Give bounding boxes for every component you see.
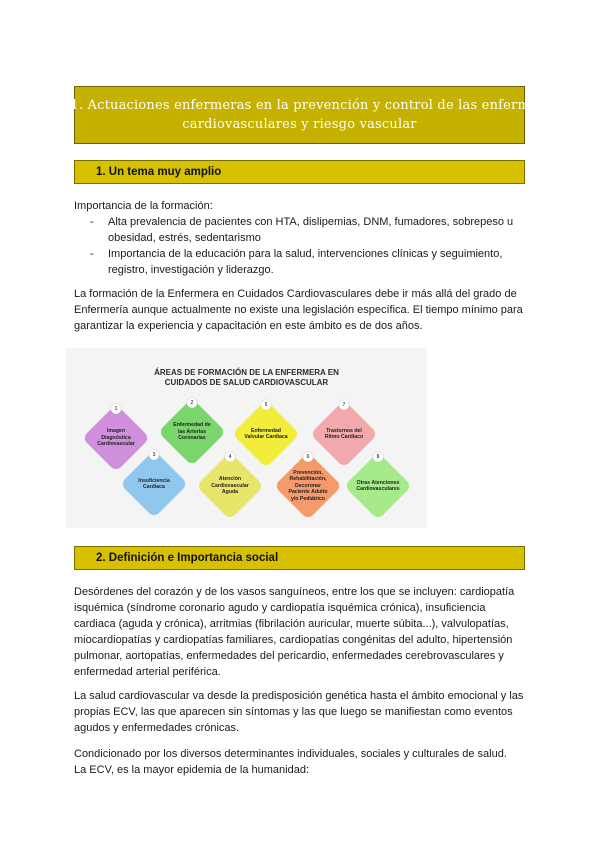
paragraph-line: Enfermería aunque actualmente no existe una legislación específica. El tiempo mínimo para bbox=[74, 304, 523, 316]
area-label: Trastornos del Ritmo Cardiaco bbox=[324, 427, 364, 440]
paragraph-line: pulmonar, aortopatías, enfermedades del pericardio, enfermedades cerebrovasculares y bbox=[74, 650, 504, 662]
area-number-badge: 6 bbox=[303, 452, 313, 462]
paragraph-line: Condicionado por los diversos determinantes individuales, sociales y culturales de salud. bbox=[74, 748, 507, 760]
paragraph-line: miocardiopatías y cardiopatías familiares, cardiopatías congénitas del adulto, hipertensión bbox=[74, 634, 513, 646]
area-number-badge: 5 bbox=[261, 400, 271, 410]
area-label: Imagen Diagnóstica Cardiovascular bbox=[97, 428, 135, 448]
document-title-box bbox=[21, 86, 578, 144]
area-number-badge: 4 bbox=[225, 452, 235, 462]
figure-title-line-1: ÁREAS DE FORMACIÓN DE LA ENFERMERA EN bbox=[154, 368, 339, 377]
area-number-badge: 2 bbox=[187, 398, 197, 408]
document-title-line-2: cardiovasculares y riesgo vascular bbox=[182, 117, 417, 132]
area-number-badge: 1 bbox=[111, 404, 121, 414]
section-2-heading: 2. Definición e Importancia social bbox=[96, 552, 279, 564]
bullet-line: Alta prevalencia de pacientes con HTA, dislipemias, DNM, fumadores, sobrepeso u bbox=[108, 216, 514, 228]
figure-title bbox=[66, 368, 427, 388]
bullet-item bbox=[74, 246, 529, 278]
paragraph-line: agudos y enfermedades crónicas. bbox=[74, 722, 240, 734]
section-2-heading-bar bbox=[74, 546, 525, 570]
dash-icon: - bbox=[90, 248, 94, 260]
determinants-paragraph bbox=[74, 746, 529, 778]
bullet-line: Importancia de la educación para la salud, intervenciones clínicas y seguimiento, bbox=[108, 248, 503, 260]
paragraph-line: La salud cardiovascular va desde la predisposición genética hasta el ámbito emocional y las bbox=[74, 690, 524, 702]
bullet-item bbox=[74, 214, 529, 246]
figure-title-line-2: CUIDADOS DE SALUD CARDIOVASCULAR bbox=[164, 378, 329, 387]
training-areas-figure bbox=[66, 348, 427, 528]
intro-text: Importancia de la formación: bbox=[74, 200, 213, 212]
paragraph-line: isquémica (síndrome coronario agudo y cardiopatía isquémica crónica), insuficiencia bbox=[74, 602, 486, 614]
area-diamond-8 bbox=[344, 452, 412, 520]
area-label: Atención Cardiovascular Aguda bbox=[211, 476, 249, 496]
area-number-badge: 7 bbox=[339, 400, 349, 410]
bullet-line: registro, investigación y liderazgo. bbox=[108, 264, 274, 276]
area-number-badge: 8 bbox=[373, 452, 383, 462]
paragraph-line: garantizar la experiencia y capacitación en este ámbito es de dos años. bbox=[74, 320, 423, 332]
area-label: Enfermedad Valvular Cardiaca bbox=[244, 427, 288, 440]
section-1-body bbox=[74, 198, 529, 278]
formation-paragraph bbox=[74, 286, 529, 334]
area-diamond-3 bbox=[120, 450, 188, 518]
paragraph-line: La ECV, es la mayor epidemia de la humanidad: bbox=[74, 764, 310, 776]
definition-paragraph bbox=[74, 584, 529, 680]
area-label: Insuficiencia Cardiaca bbox=[138, 477, 170, 490]
paragraph-line: La formación de la Enfermera en Cuidados Cardiovasculares debe ir más allá del grado de bbox=[74, 288, 517, 300]
cardiovascular-health-paragraph bbox=[74, 688, 529, 736]
bullet-line: obesidad, estrés, sedentarismo bbox=[108, 232, 261, 244]
document-title-line-1: Tema 11. Actuaciones enfermeras en la prevención y control de las enfermedades bbox=[21, 98, 578, 113]
paragraph-line: propias ECV, las que aparecen sin síntomas y las que luego se manifiestan como eventos bbox=[74, 706, 513, 718]
paragraph-line: Desórdenes del corazón y de los vasos sanguíneos, entre los que se incluyen: cardiopatía bbox=[74, 586, 515, 598]
section-1-heading-bar bbox=[74, 160, 525, 184]
area-label: Prevención, Rehabilitación, Decoronar Paciente Adulto y/o Pediátrico bbox=[288, 469, 328, 502]
paragraph-line: cardiaca (aguda y crónica), arritmias (fibrilación auricular, muerte súbita...), valvulopatías, bbox=[74, 618, 509, 630]
area-label: Enfermedad de las Arterias Coronarias bbox=[173, 422, 211, 442]
section-1-heading: 1. Un tema muy amplio bbox=[96, 166, 222, 178]
dash-icon: - bbox=[90, 216, 94, 228]
paragraph-line: enfermedad arterial periférica. bbox=[74, 666, 221, 678]
area-number-badge: 3 bbox=[149, 450, 159, 460]
area-label: Otras Atenciones Cardiovasculares bbox=[356, 479, 400, 492]
